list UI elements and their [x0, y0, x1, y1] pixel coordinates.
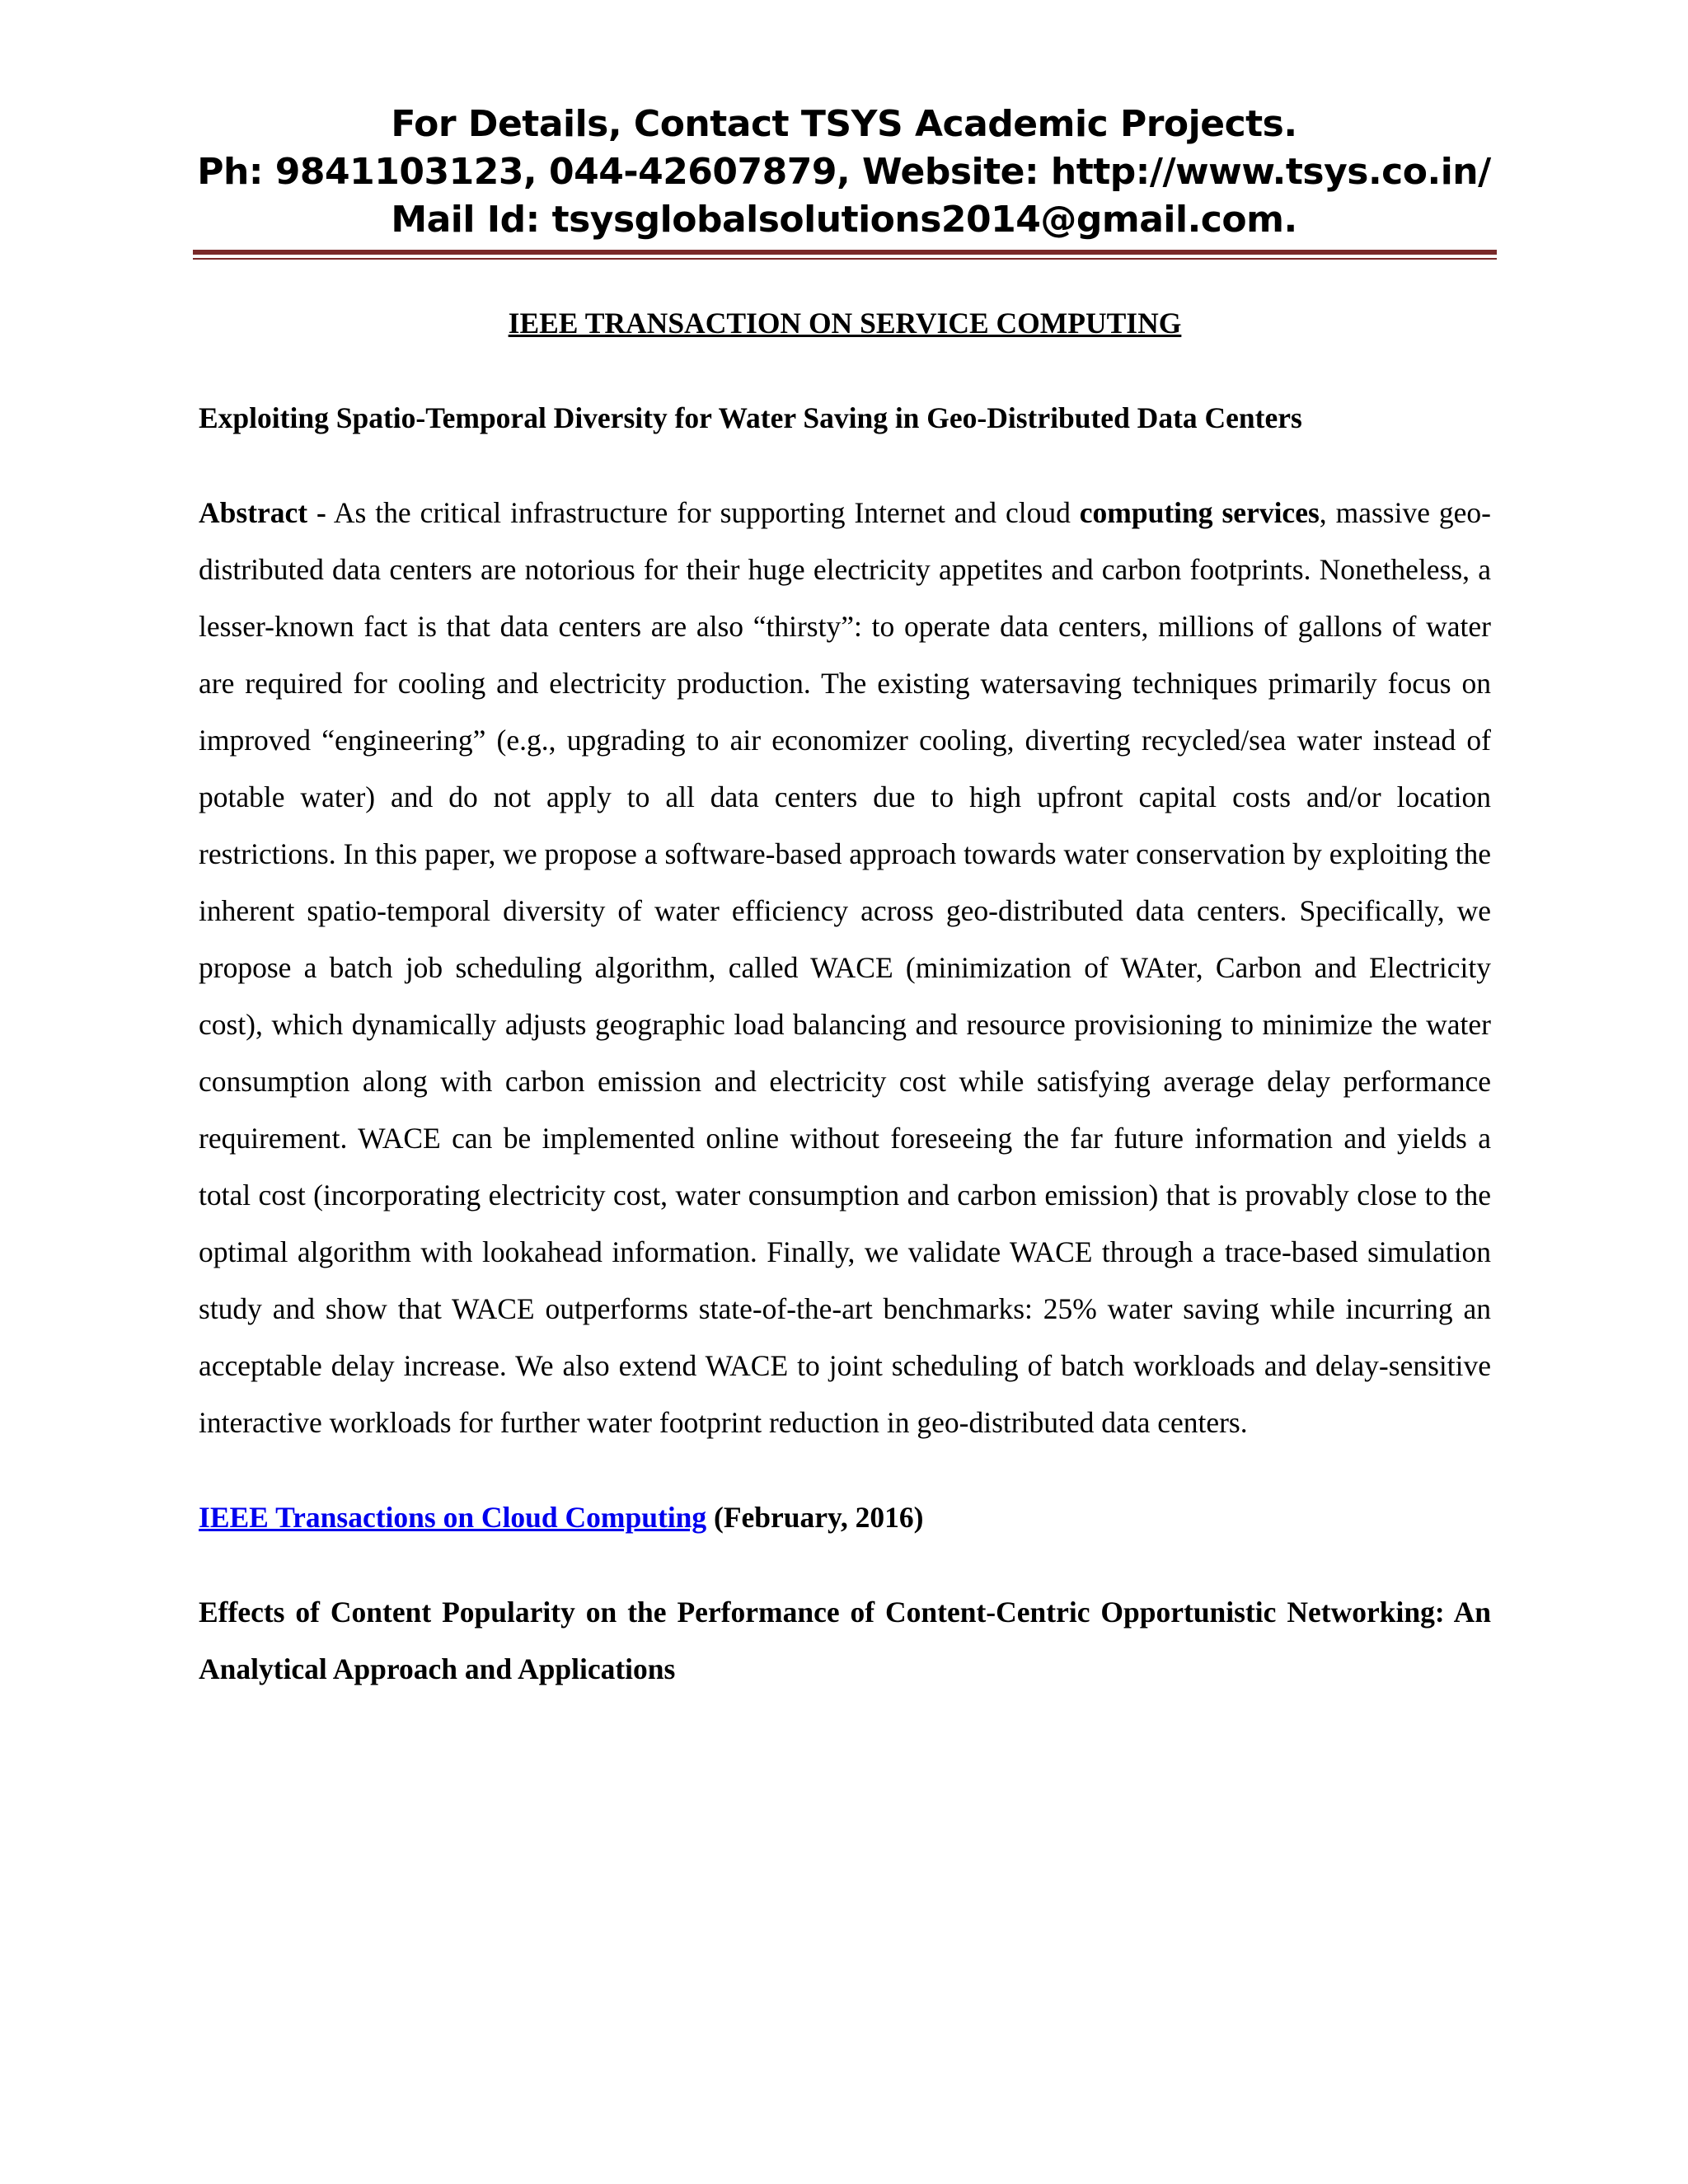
header-line-mail: Mail Id: tsysglobalsolutions2014@gmail.com. [391, 199, 1297, 241]
paper-title: Exploiting Spatio-Temporal Diversity for Water Saving in Geo-Distributed Data Centers [199, 401, 1302, 434]
header-line-phone-website: Ph: 9841103123, 044-42607879, Website: http://www.tsys.co.in/ [197, 151, 1491, 193]
abstract-text-part1: As the critical infrastructure for supporting Internet and cloud [326, 496, 1080, 529]
abstract-bold-term: computing services [1079, 496, 1320, 529]
document-body [199, 295, 1491, 1698]
journal-heading: IEEE TRANSACTION ON SERVICE COMPUTING [508, 307, 1182, 340]
abstract-label: Abstract - [199, 496, 326, 529]
header-line-contact: For Details, Contact TSYS Academic Projects. [391, 103, 1297, 145]
publication-date: (February, 2016) [706, 1501, 924, 1534]
abstract-paragraph [199, 485, 1491, 1451]
abstract-text-part2: , massive geo-distributed data centers are notorious for their huge electricity appetites and carbon footprints. Nonetheless, a lesser-known fact is that data centers are also “thirsty”: to operate data centers, millions of gallons of water are required for cooling and electricity production. The existing watersaving techniques primarily focus on improved “engineering” (e.g., upgrading to air economizer cooling, diverting recycled/sea water instead of potable water) and do not apply to all data centers due to high upfront capital costs and/or location restrictions. In this paper, we propose a software-based approach towards water conservation by exploiting the inherent spatio-temporal diversity of water efficiency across geo-distributed data centers. Specifically, we propose a batch job scheduling algorithm, called WACE (minimization of WAter, Carbon and Electricity cost), which dynamically adjusts geographic load balancing and resource provisioning to minimize the water consumption along with carbon emission and electricity cost while satisfying average delay performance requirement. WACE can be implemented online without foreseeing the far future information and yields a total cost (incorporating electricity cost, water consumption and carbon emission) that is provably close to the optimal algorithm with lookahead information. Finally, we validate WACE through a trace-based simulation study and show that WACE outperforms state-of-the-art benchmarks: 25% water saving while incurring an acceptable delay increase. We also extend WACE to joint scheduling of batch workloads and delay-sensitive interactive workloads for further water footprint reduction in geo-distributed data centers. [199, 496, 1491, 1439]
journal-link[interactable]: IEEE Transactions on Cloud Computing [199, 1501, 707, 1534]
publication-line [199, 1489, 1491, 1546]
header-divider-thick [193, 250, 1497, 255]
next-paper-title: Effects of Content Popularity on the Performance of Content-Centric Opportunistic Networking: An Analytical Approach and Applications [199, 1596, 1491, 1685]
contact-header [0, 101, 1688, 244]
header-divider-thin [193, 258, 1497, 260]
